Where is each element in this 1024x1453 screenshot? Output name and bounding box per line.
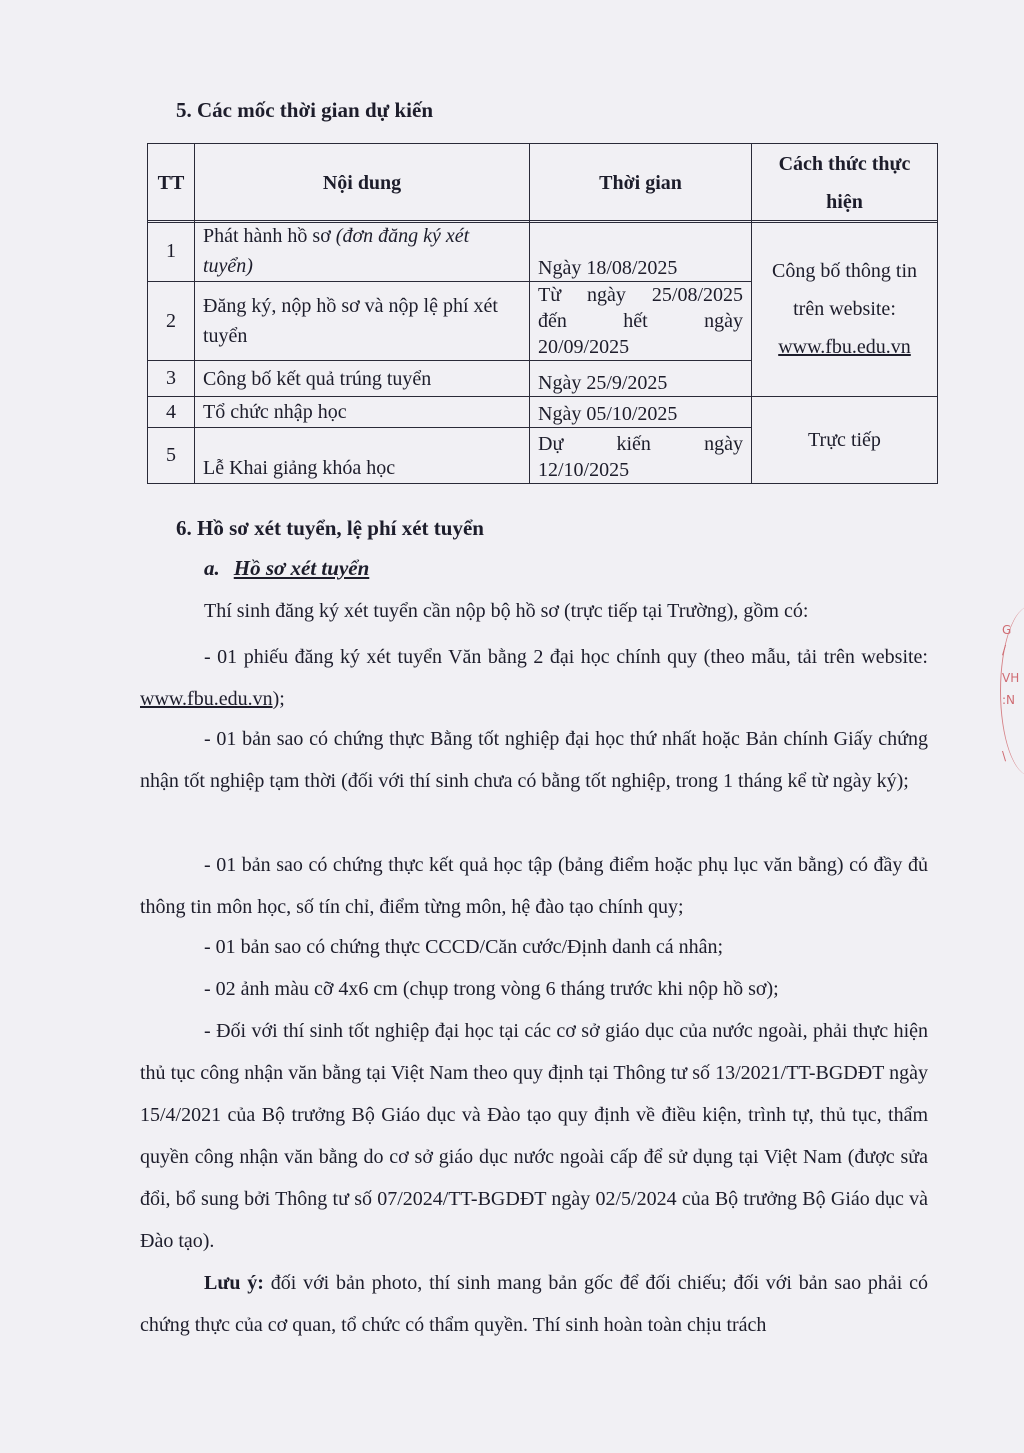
row-content-italic: (đơn đăng ký xét tuyển) (203, 225, 470, 277)
stamp-mark-1: / (1002, 643, 1007, 657)
row-time: Ngày 18/08/2025 (530, 221, 752, 282)
table-row (148, 397, 938, 428)
row-time: Ngày 05/10/2025 (530, 397, 752, 428)
table-header-row (148, 144, 938, 223)
note-label: Lưu ý: (204, 1272, 264, 1294)
list-item: - 02 ảnh màu cỡ 4x6 cm (chụp trong vòng 6 tháng trước khi nộp hồ sơ); (204, 978, 779, 1000)
stamp-mark (994, 606, 1024, 776)
row-method-direct: Trực tiếp (752, 397, 938, 484)
row-number: 4 (148, 397, 195, 428)
row-content: Công bố kết quả trúng tuyển (195, 361, 530, 397)
row-content: Lễ Khai giảng khóa học (195, 428, 530, 484)
note-paragraph (140, 1262, 928, 1346)
website-link[interactable]: www.fbu.edu.vn (140, 688, 273, 710)
method-online-line1: Công bố thông tin (771, 259, 917, 282)
time-line1: Dự kiến ngày (538, 433, 743, 455)
time-line1: Từ ngày 25/08/2025 (538, 284, 743, 306)
header-time: Thời gian (530, 144, 752, 223)
section-5-heading: 5. Các mốc thời gian dự kiến (176, 98, 433, 122)
row-method-online (752, 221, 938, 397)
section-6-heading: 6. Hồ sơ xét tuyển, lệ phí xét tuyển (176, 516, 484, 540)
list-item: - Đối với thí sinh tốt nghiệp đại học tại các cơ sở giáo dục của nước ngoài, phải thực hiện thủ tục công nhận văn bằng tại Việt Nam theo quy định tại Thông tư số 13/2021/TT-BGDĐT ngày 15/4/2021 của Bộ trưởng Bộ Giáo dục và Đào tạo quy định về điều kiện, trình tự, thủ tục, thẩm quyền công nhận văn bằng do cơ sở giáo dục nước ngoài cấp để sử dụng tại Việt Nam (được sửa đổi, bổ sung bởi Thông tư số 07/2024/TT-BGDĐT ngày 02/5/2024 của Bộ trưởng Bộ Giáo dục và Đào tạo). (140, 1020, 928, 1252)
row-time (530, 428, 752, 484)
header-content: Nội dung (195, 144, 530, 223)
time-line3: 20/09/2025 (538, 336, 630, 358)
list-item: - 01 bản sao có chứng thực Bằng tốt nghiệp đại học thứ nhất hoặc Bản chính Giấy chứng nhận tốt nghiệp tạm thời (đối với thí sinh chưa có bằng tốt nghiệp, trong 1 tháng kể từ ngày ký); (140, 728, 928, 792)
schedule-table (147, 143, 938, 223)
item1-text: - 01 phiếu đăng ký xét tuyển Văn bằng 2 đại học chính quy (theo mẫu, tải trên website: (204, 646, 928, 668)
subsection-label: a. (204, 556, 220, 580)
stamp-mark-3: :N (1002, 693, 1016, 707)
subsection-a-heading (204, 556, 369, 581)
item1-end: ); (272, 688, 285, 710)
row-content (195, 221, 530, 282)
list-item: - 01 bản sao có chứng thực CCCD/Căn cước/Định danh cá nhân; (204, 936, 724, 958)
row-content: Đăng ký, nộp hồ sơ và nộp lệ phí xét tuyển (195, 282, 530, 361)
stamp-mark-2: VH (1002, 671, 1020, 685)
stamp-mark-4: \ (1002, 749, 1007, 763)
table-row (148, 221, 938, 282)
header-tt: TT (148, 144, 195, 223)
row-time (530, 282, 752, 361)
intro-paragraph: Thí sinh đăng ký xét tuyển cần nộp bộ hồ sơ (trực tiếp tại Trường), gồm có: (204, 600, 809, 622)
header-method-line1: Cách thức thực (778, 153, 911, 175)
row-number: 1 (148, 221, 195, 282)
row-content: Tổ chức nhập học (195, 397, 530, 428)
note-text: đối với bản photo, thí sinh mang bản gốc để đối chiếu; đối với bản sao phải có chứng thực của cơ quan, tổ chức có thẩm quyền. Thí sinh hoàn toàn chịu trách (140, 1272, 929, 1336)
row-number: 2 (148, 282, 195, 361)
row-number: 3 (148, 361, 195, 397)
row-number: 5 (148, 428, 195, 484)
time-line2: 12/10/2025 (538, 459, 630, 481)
method-online-line2: trên website: (793, 297, 896, 320)
header-method (752, 144, 938, 223)
schedule-table-body (147, 220, 938, 484)
subsection-title: Hồ sơ xét tuyển (233, 556, 370, 580)
stamp-mark-0: G (1002, 623, 1012, 637)
list-item: - 01 bản sao có chứng thực kết quả học tập (bảng điểm hoặc phụ lục văn bằng) có đầy đủ thông tin môn học, số tín chỉ, điểm từng môn, hệ đào tạo chính quy; (140, 854, 928, 918)
row-content-text: Phát hành hồ sơ (203, 225, 336, 247)
time-line2: đến hết ngày (538, 310, 743, 332)
header-method-line2: hiện (826, 191, 863, 213)
row-time: Ngày 25/9/2025 (530, 361, 752, 397)
website-link[interactable]: www.fbu.edu.vn (778, 335, 911, 358)
list-item (140, 636, 928, 720)
